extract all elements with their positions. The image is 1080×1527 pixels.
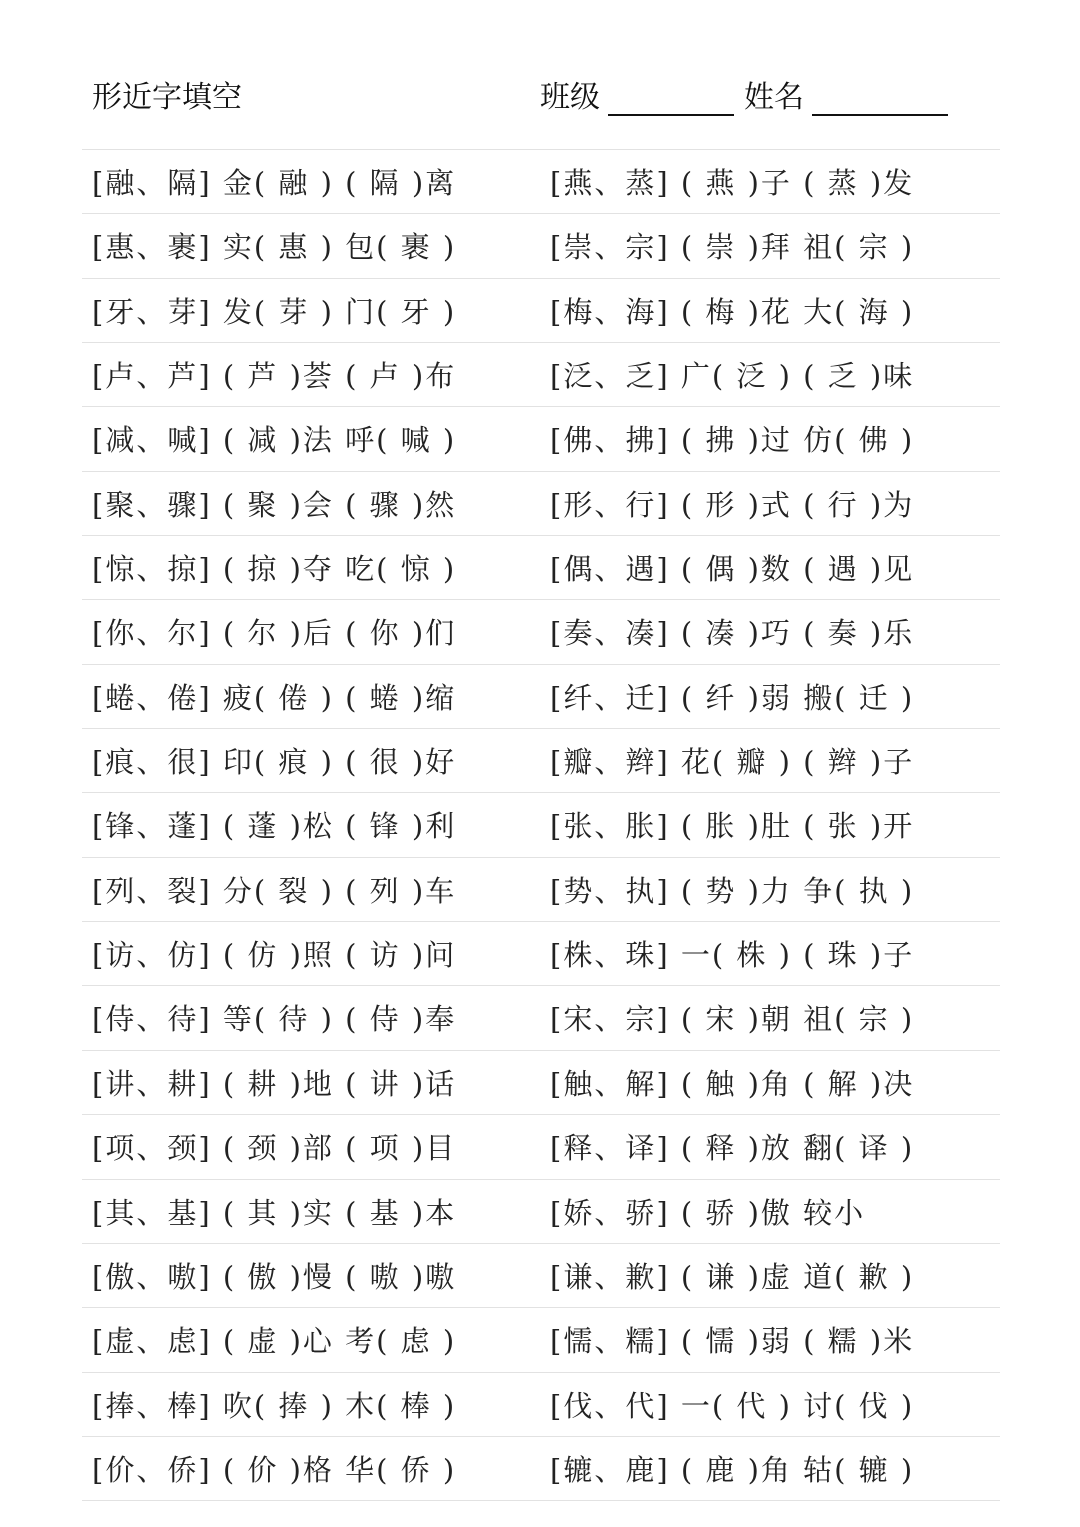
exercise-right: [形、行] ( 形 )式 ( 行 )为 (550, 487, 915, 522)
exercise-row (82, 792, 1000, 856)
exercise-left: [聚、骤] ( 聚 )会 ( 骤 )然 (92, 487, 457, 522)
worksheet-header (92, 62, 992, 122)
exercise-row (82, 278, 1000, 342)
exercise-row (82, 985, 1000, 1049)
exercise-right: [崇、宗] ( 崇 )拜 祖( 宗 ) (550, 230, 915, 265)
exercise-row (82, 921, 1000, 985)
exercise-row (82, 1179, 1000, 1243)
exercise-table (82, 149, 1000, 1501)
exercise-left: [列、裂] 分( 裂 ) ( 列 )车 (92, 873, 457, 908)
exercise-row (82, 471, 1000, 535)
exercise-right: [谦、歉] ( 谦 )虚 道( 歉 ) (550, 1259, 915, 1294)
exercise-right: [释、译] ( 释 )放 翻( 译 ) (550, 1131, 915, 1166)
exercise-right: [佛、拂] ( 拂 )过 仿( 佛 ) (550, 423, 915, 458)
exercise-right: [势、执] ( 势 )力 争( 执 ) (550, 873, 915, 908)
exercise-row (82, 535, 1000, 599)
exercise-row (82, 599, 1000, 663)
class-label: 班级 (540, 80, 600, 115)
exercise-left: [项、颈] ( 颈 )部 ( 项 )目 (92, 1131, 457, 1166)
exercise-row (82, 149, 1000, 213)
exercise-row (82, 406, 1000, 470)
exercise-right: [辘、鹿] ( 鹿 )角 轱( 辘 ) (550, 1452, 915, 1487)
exercise-left: [傲、嗷] ( 傲 )慢 ( 嗷 )嗷 (92, 1259, 457, 1294)
exercise-left: [卢、芦] ( 芦 )荟 ( 卢 )布 (92, 359, 457, 394)
exercise-row (82, 1050, 1000, 1114)
exercise-row (82, 1243, 1000, 1307)
exercise-right: [触、解] ( 触 )角 ( 解 )决 (550, 1066, 915, 1101)
exercise-row (82, 857, 1000, 921)
exercise-right: [偶、遇] ( 偶 )数 ( 遇 )见 (550, 552, 915, 587)
page-title: 形近字填空 (92, 80, 242, 115)
exercise-right: [奏、凑] ( 凑 )巧 ( 奏 )乐 (550, 616, 915, 651)
exercise-left: [痕、很] 印( 痕 ) ( 很 )好 (92, 745, 457, 780)
exercise-right: [纤、迁] ( 纤 )弱 搬( 迁 ) (550, 680, 915, 715)
exercise-right: [梅、海] ( 梅 )花 大( 海 ) (550, 294, 915, 329)
exercise-left: [侍、待] 等( 待 ) ( 侍 )奉 (92, 1002, 457, 1037)
exercise-left: [融、隔] 金( 融 ) ( 隔 )离 (92, 166, 457, 200)
exercise-left: [锋、蓬] ( 蓬 )松 ( 锋 )利 (92, 809, 457, 844)
exercise-left: [牙、芽] 发( 芽 ) 门( 牙 ) (92, 294, 457, 329)
exercise-right: [宋、宗] ( 宋 )朝 祖( 宗 ) (550, 1002, 915, 1037)
exercise-right: [张、胀] ( 胀 )肚 ( 张 )开 (550, 809, 915, 844)
exercise-row (82, 213, 1000, 277)
exercise-left: [访、仿] ( 仿 )照 ( 访 )问 (92, 938, 457, 973)
exercise-left: [其、基] ( 其 )实 ( 基 )本 (92, 1195, 457, 1230)
exercise-row (82, 342, 1000, 406)
exercise-left: [蜷、倦] 疲( 倦 ) ( 蜷 )缩 (92, 680, 457, 715)
exercise-row (82, 728, 1000, 792)
exercise-left: [捧、棒] 吹( 捧 ) 木( 棒 ) (92, 1388, 457, 1423)
exercise-right: [燕、蒸] ( 燕 )子 ( 蒸 )发 (550, 166, 915, 200)
exercise-right: [瓣、辫] 花( 瓣 ) ( 辫 )子 (550, 745, 915, 780)
name-blank-line (812, 80, 948, 116)
student-info-fields (540, 72, 958, 116)
exercise-left: [你、尔] ( 尔 )后 ( 你 )们 (92, 616, 457, 651)
exercise-left: [减、喊] ( 减 )法 呼( 喊 ) (92, 423, 457, 458)
exercise-right: [懦、糯] ( 懦 )弱 ( 糯 )米 (550, 1324, 915, 1359)
exercise-row (82, 1436, 1000, 1501)
exercise-left: [讲、耕] ( 耕 )地 ( 讲 )话 (92, 1066, 457, 1101)
name-label: 姓名 (744, 80, 804, 115)
exercise-row (82, 1307, 1000, 1371)
exercise-left: [惊、掠] ( 掠 )夺 吃( 惊 ) (92, 552, 457, 587)
exercise-right: [伐、代] 一( 代 ) 讨( 伐 ) (550, 1388, 915, 1423)
class-blank-line (608, 80, 734, 116)
exercise-right: [泛、乏] 广( 泛 ) ( 乏 )味 (550, 359, 915, 394)
exercise-row (82, 1114, 1000, 1178)
exercise-right: [株、珠] 一( 株 ) ( 珠 )子 (550, 938, 915, 973)
exercise-right: [娇、骄] ( 骄 )傲 较小 (550, 1195, 866, 1230)
exercise-left: [虚、虑] ( 虚 )心 考( 虑 ) (92, 1324, 457, 1359)
exercise-row (82, 664, 1000, 728)
exercise-left: [惠、裹] 实( 惠 ) 包( 裹 ) (92, 230, 457, 265)
exercise-row (82, 1372, 1000, 1436)
exercise-left: [价、侨] ( 价 )格 华( 侨 ) (92, 1452, 457, 1487)
